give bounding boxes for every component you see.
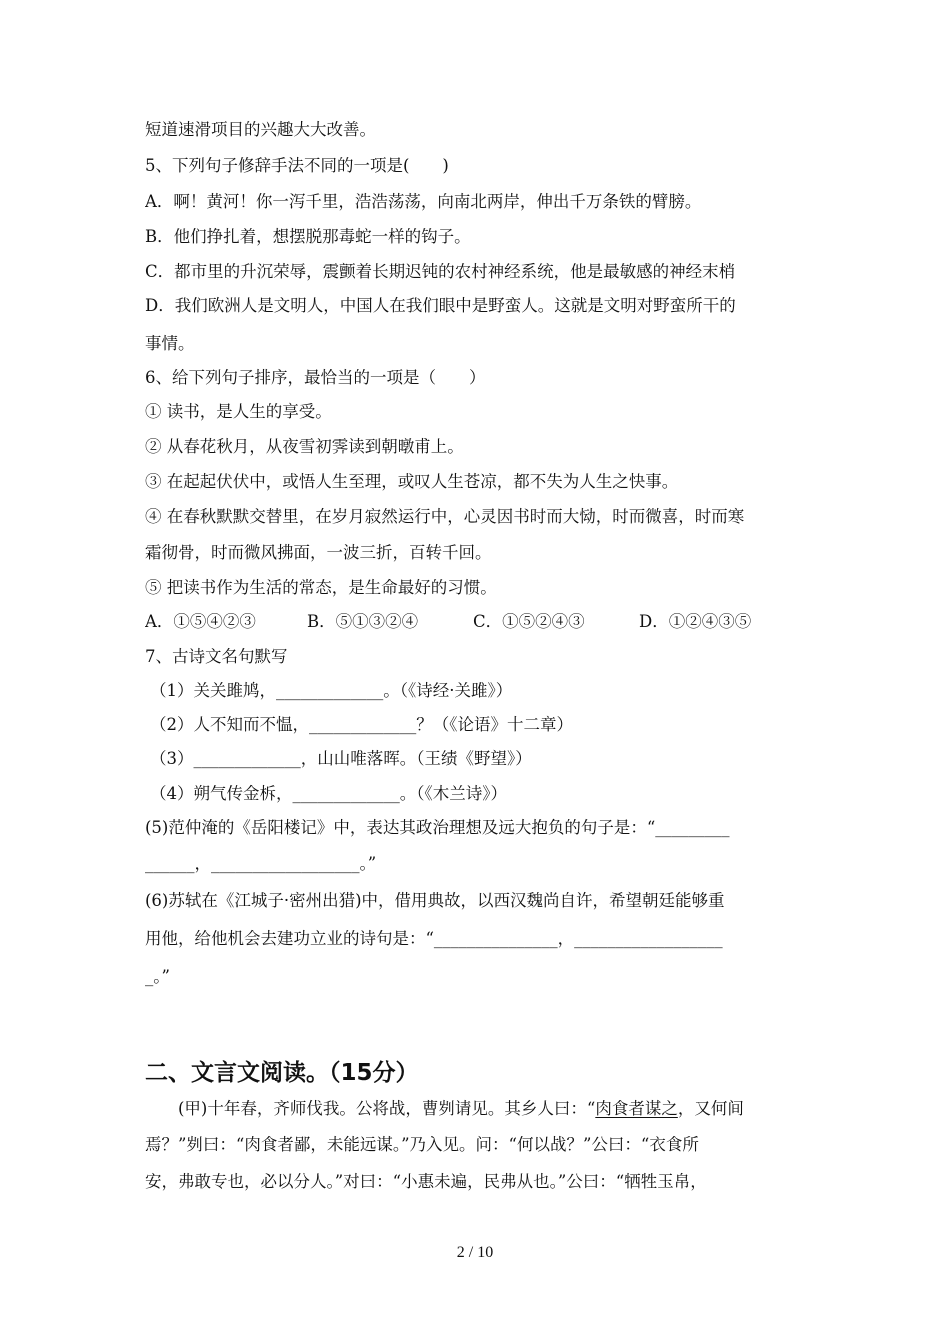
question-6-option-c: C．①⑤②④③ (473, 612, 585, 631)
passage-line-1 (178, 1098, 810, 1120)
question-7-item-5: (5)范仲淹的《岳阳楼记》中，表达其政治理想及远大抱负的句子是：“_________ (145, 818, 730, 837)
question-6-option-b: B．⑤①③②④ (307, 612, 419, 631)
question-6-option-a: A．①⑤④②③ (145, 612, 256, 631)
sentence-4: ④ 在春秋默默交替里，在岁月寂然运行中，心灵因书时而大恸，时而微喜，时而寒 (145, 507, 745, 526)
question-5-option-c: C．都市里的升沉荣辱，震颤着长期迟钝的农村神经系统，他是最敏感的神经末梢 (145, 262, 736, 281)
page-number: 2 / 10 (456, 1244, 494, 1261)
sentence-5: ⑤ 把读书作为生活的常态，是生命最好的习惯。 (145, 578, 497, 597)
question-5-option-d: D．我们欧洲人是文明人，中国人在我们眼中是野蛮人。这就是文明对野蛮所干的 (145, 296, 736, 315)
sentence-2: ② 从春花秋月，从夜雪初霁读到朝暾甫上。 (145, 437, 464, 456)
underlined-phrase: 肉食者谋之 (595, 1099, 678, 1118)
question-6: 6、给下列句子排序，最恰当的一项是（ ） (145, 368, 486, 387)
sentence-3: ③ 在起起伏伏中，或悟人生至理，或叹人生苍凉，都不失为人生之快事。 (145, 472, 679, 491)
question-7-item-3: （3）_____________，山山唯落晖。（王绩《野望》） (150, 749, 532, 768)
question-5-option-b: B．他们挣扎着，想摆脱那毒蛇一样的钩子。 (145, 227, 471, 246)
passage-line-3: 安，弗敢专也，必以分人。”对曰：“小惠未遍，民弗从也。”公曰：“牺牲玉帛， (145, 1172, 707, 1191)
question-7-item-6: (6)苏轼在《江城子·密州出猎)中，借用典故，以西汉魏尚自许，希望朝廷能够重 (145, 891, 725, 910)
question-5: 5、下列句子修辞手法不同的一项是( ) (145, 156, 449, 175)
passage-text: (甲)十年春，齐师伐我。公将战，曹刿请见。其乡人曰：“ (178, 1099, 596, 1118)
passage-text: ，又何间 (677, 1099, 744, 1118)
question-7-item-1: （1）关关雎鸠，_____________。（《诗经·关雎》） (150, 681, 513, 700)
text-line: 短道速滑项目的兴趣大大改善。 (145, 120, 376, 139)
sentence-4-cont: 霜彻骨，时而微风拂面，一波三折，百转千回。 (145, 543, 492, 562)
question-7-item-6-cont: 用他，给他机会去建功立业的诗句是：“_______________，__________________ (145, 929, 723, 948)
question-7-item-4: （4）朔气传金柝，_____________。（《木兰诗》） (150, 784, 507, 803)
question-7-item-2: （2）人不知而不愠，_____________？（《论语》十二章） (150, 715, 573, 734)
sentence-1: ① 读书，是人生的享受。 (145, 402, 332, 421)
question-6-option-d: D．①②④③⑤ (639, 612, 752, 631)
question-7-item-5-cont: ______，__________________。” (145, 854, 377, 873)
section-2-title: 二、文言文阅读。（15分） (145, 1060, 419, 1086)
passage-line-2: 焉？”刿曰：“肉食者鄙，未能远谋。”乃入见。问：“何以战？”公曰：“衣食所 (145, 1135, 699, 1154)
question-5-option-a: A．啊！黄河！你一泻千里，浩浩荡荡，向南北两岸，伸出千万条铁的臂膀。 (145, 192, 702, 211)
question-7: 7、古诗文名句默写 (145, 647, 288, 666)
question-5-option-d-cont: 事情。 (145, 334, 195, 353)
question-6-options (145, 611, 810, 633)
question-7-item-6-end: _。” (145, 967, 170, 986)
